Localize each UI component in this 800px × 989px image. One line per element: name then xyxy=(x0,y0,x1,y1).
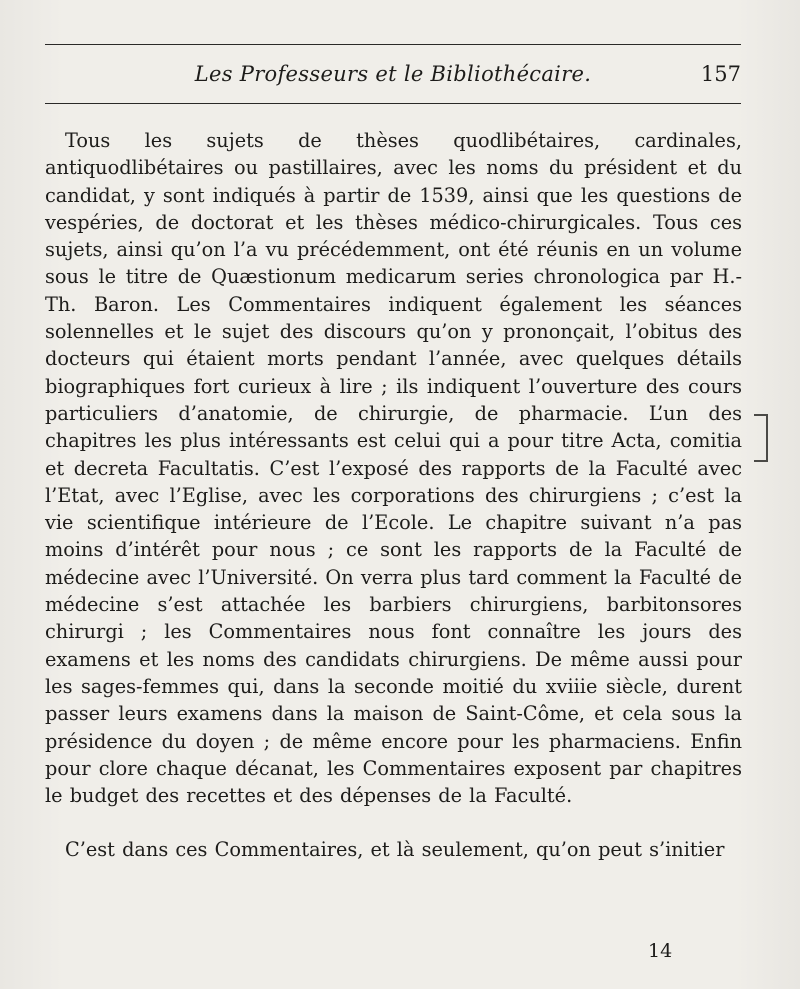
paragraph-2: C’est dans ces Commentaires, et là seulement, qu’on peut s’initier xyxy=(65,838,725,862)
header-top-rule xyxy=(45,44,741,45)
body-text xyxy=(45,127,742,864)
running-header xyxy=(45,58,741,94)
signature-mark: 14 xyxy=(648,940,673,962)
margin-bracket-mark xyxy=(754,414,768,462)
header-bottom-rule xyxy=(45,103,741,104)
page-number: 157 xyxy=(700,62,741,86)
paragraph-1: Tous les sujets de thèses quodlibétaires, cardinales, antiquodlibétaires ou pastillaires, avec les noms du président et du candidat, y sont indiqués à partir de 1539, ainsi que les questions de vespéries, de doctorat et les thèses médico-chirurgicales. Tous ces sujets, ainsi qu’on l’a vu précédemment, ont été réunis en un volume sous le titre de Quæstionum medicarum series chronologica par H.-Th. Baron. Les Commentaires indiquent également les séances solennelles et le sujet des discours qu’on y prononçait, l’obitus des docteurs qui étaient morts pendant l’année, avec quelques détails biographiques fort curieux à lire ; ils indiquent l’ouverture des cours particuliers d’anatomie, de chirurgie, de pharmacie. L’un des chapitres les plus intéressants est celui qui a pour titre Acta, comitia et decreta Facultatis. C’est l’exposé des rapports de la Faculté avec l’Etat, avec l’Eglise, avec les corporations des chirurgiens ; c’est la vie scientifique intérieure de l’Ecole. Le chapitre suivant n’a pas moins d’intérêt pour nous ; ce sont les rapports de la Faculté de médecine avec l’Université. On verra plus tard comment la Faculté de médecine s’est attachée les barbiers chirurgiens, barbitonsores chirurgi ; les Commentaires nous font connaître les jours des examens et les noms des candidats chirurgiens. De même aussi pour les sages-femmes qui, dans la seconde moitié du xviiie siècle, durent passer leurs examens dans la maison de Saint-Côme, et cela sous la présidence du doyen ; de même encore pour les pharmaciens. Enfin pour clore chaque décanat, les Commentaires exposent par chapitres le budget des recettes et des dépenses de la Faculté. xyxy=(45,129,742,808)
running-title: Les Professeurs et le Bibliothécaire. xyxy=(194,62,592,86)
